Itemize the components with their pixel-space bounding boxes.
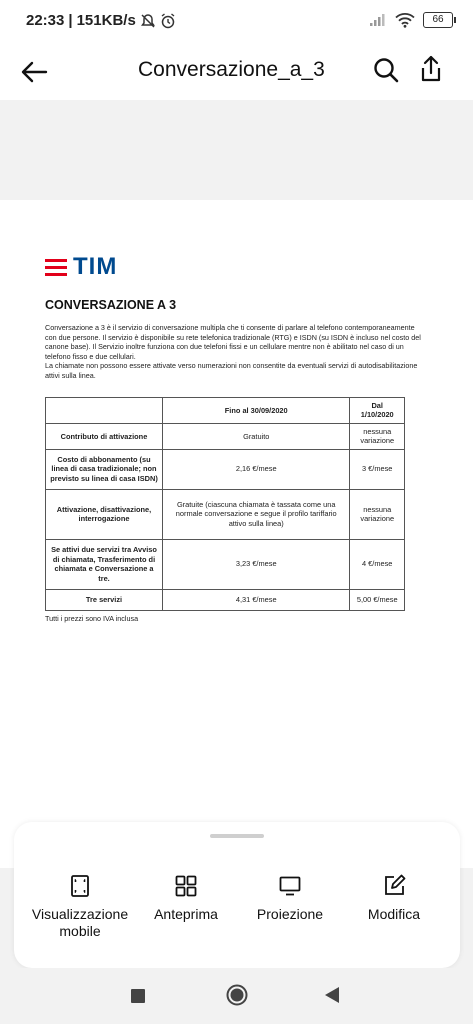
row-value-col1: Gratuite (ciascuna chiamata è tassata come una normale conversazione e segue il profilo tariffario attivo sulla linea)	[163, 489, 350, 539]
page-title: Conversazione_a_3	[138, 58, 325, 81]
table-row	[46, 539, 405, 589]
description-paragraph-1: Conversazione a 3 è il servizio di conversazione multipla che ti consente di parlare al telefono contemporaneamente con due persone. Il servizio è disponibile su rete telefonica tradizionale (RTG) e ISDN (su ISDN è incluso nel costo del canone base). Il Servizio inoltre funziona con due telefoni fissi e un cellulare mentre non è abilitato nel caso di un telefono fisso e due cellulari.	[45, 323, 421, 361]
signal-icon	[369, 13, 387, 27]
table-row	[46, 589, 405, 610]
mobile-view-button[interactable]	[30, 874, 130, 940]
row-value-col2: 4 €/mese	[350, 539, 405, 589]
monitor-icon	[278, 874, 302, 898]
status-left	[26, 12, 176, 29]
row-value-col1: Gratuito	[163, 423, 350, 449]
row-label: Se attivi due servizi tra Avviso di chiamata, Trasferimento di chiamata e Conversazione a tre.	[46, 539, 163, 589]
row-value-col1: 2,16 €/mese	[163, 449, 350, 489]
row-value-col2: nessuna variazione	[350, 489, 405, 539]
bottom-sheet	[14, 822, 460, 968]
mobile-view-label: Visualizzazione mobile	[31, 906, 129, 939]
table-row	[46, 489, 405, 539]
alarm-icon	[160, 13, 176, 29]
row-label: Contributo di attivazione	[46, 423, 163, 449]
back-button[interactable]	[324, 986, 340, 1004]
table-row	[46, 449, 405, 489]
status-time: 22:33	[26, 12, 65, 29]
vat-note: Tutti i prezzi sono IVA inclusa	[45, 614, 139, 623]
status-bar	[0, 0, 473, 44]
row-value-col1: 3,23 €/mese	[163, 539, 350, 589]
row-value-col2: nessuna variazione	[350, 423, 405, 449]
mobile-view-icon	[68, 874, 92, 898]
document-description	[45, 323, 425, 381]
drag-handle[interactable]	[210, 834, 264, 838]
tim-logo-text: TIM	[73, 253, 118, 280]
tim-logo-mark	[45, 259, 67, 276]
back-arrow-icon[interactable]	[18, 56, 50, 88]
top-bar	[0, 44, 473, 100]
recents-button[interactable]	[131, 989, 145, 1003]
row-label: Attivazione, disattivazione, interrogazione	[46, 489, 163, 539]
mute-icon	[140, 13, 156, 29]
preview-label: Anteprima	[154, 906, 218, 922]
description-paragraph-2: La chiamate non possono essere attivate verso numerazioni non consentite da eventuali servizi di autodisabilitazione attivi sulla linea.	[45, 361, 418, 380]
projection-label: Proiezione	[256, 906, 324, 922]
home-button[interactable]	[226, 984, 248, 1006]
document-margin	[0, 100, 473, 200]
projection-button[interactable]	[246, 874, 334, 923]
status-separator: |	[68, 12, 73, 29]
table-row	[46, 423, 405, 449]
document-heading: CONVERSAZIONE A 3	[45, 298, 177, 312]
network-speed: 151KB/s	[76, 12, 136, 29]
price-table	[45, 397, 405, 611]
table-header-row	[46, 398, 405, 424]
row-value-col1: 4,31 €/mese	[163, 589, 350, 610]
edit-label: Modifica	[367, 906, 421, 922]
system-nav-bar	[0, 968, 473, 1024]
battery-icon	[423, 12, 453, 28]
tim-logo	[45, 253, 118, 280]
preview-button[interactable]	[144, 874, 228, 923]
table-header-col2: Dal 1/10/2020	[350, 398, 405, 424]
row-label: Costo di abbonamento (su linea di casa tradizionale; non previsto su linea di casa ISDN)	[46, 449, 163, 489]
row-value-col2: 5,00 €/mese	[350, 589, 405, 610]
table-header-col1: Fino al 30/09/2020	[163, 398, 350, 424]
status-right	[369, 12, 453, 28]
document-page[interactable]	[0, 200, 473, 868]
row-value-col2: 3 €/mese	[350, 449, 405, 489]
edit-icon	[382, 874, 406, 898]
share-icon[interactable]	[418, 54, 444, 84]
table-header-empty	[46, 398, 163, 424]
search-icon[interactable]	[372, 56, 400, 84]
grid-icon	[174, 874, 198, 898]
wifi-icon	[395, 12, 415, 28]
row-label: Tre servizi	[46, 589, 163, 610]
battery-level: 66	[432, 14, 444, 25]
edit-button[interactable]	[354, 874, 434, 923]
